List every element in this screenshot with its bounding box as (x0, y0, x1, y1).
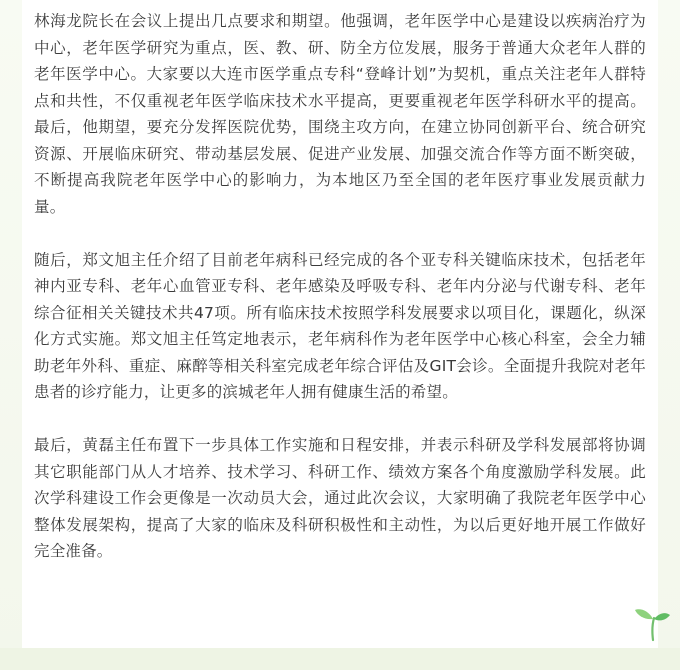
article-paragraph-1: 林海龙院长在会议上提出几点要求和期望。他强调，老年医学中心是建设以疾病治疗为中心，老年医学研究为重点，医、教、研、防全方位发展，服务于普通大众老年人群的老年医学中心。大家要以大连市医学重点专科“登峰计划”为契机，重点关注老年人群特点和共性，不仅重视老年医学临床技术水平提高，更要重视老年医学科研水平的提高。最后，他期望，要充分发挥医院优势，围绕主攻方向，在建立协同创新平台、统合研究资源、开展临床研究、带动基层发展、促进产业发展、加强交流合作等方面不断突破，不断提高我院老年医学中心的影响力，为本地区乃至全国的老年医疗事业发展贡献力量。 (34, 12, 646, 216)
sprout-icon (630, 598, 674, 642)
article-body (34, 8, 646, 591)
bottom-decor-band (0, 648, 680, 670)
article-card (22, 0, 658, 648)
article-paragraph-3: 最后，黄磊主任布置下一步具体工作实施和日程安排，并表示科研及学科发展部将协调其它职能部门从人才培养、技术学习、科研工作、绩效方案各个角度激励学科发展。此次学科建设工作会更像是一次动员大会，通过此次会议，大家明确了我院老年医学中心整体发展架构，提高了大家的临床及科研积极性和主动性，为以后更好地开展工作做好完全准备。 (34, 436, 646, 560)
article-paragraph-2: 随后，郑文旭主任介绍了目前老年病科已经完成的各个亚专科关键临床技术，包括老年神内亚专科、老年心血管亚专科、老年感染及呼吸专科、老年内分泌与代谢专科、老年综合征相关关键技术共47项。所有临床技术按照学科发展要求以项目化，课题化，纵深化方式实施。郑文旭主任笃定地表示，老年病科作为老年医学中心核心科室，会全力辅助老年外科、重症、麻醉等相关科室完成老年综合评估及GIT会诊。全面提升我院对老年患者的诊疗能力，让更多的滨城老年人拥有健康生活的希望。 (34, 250, 646, 401)
